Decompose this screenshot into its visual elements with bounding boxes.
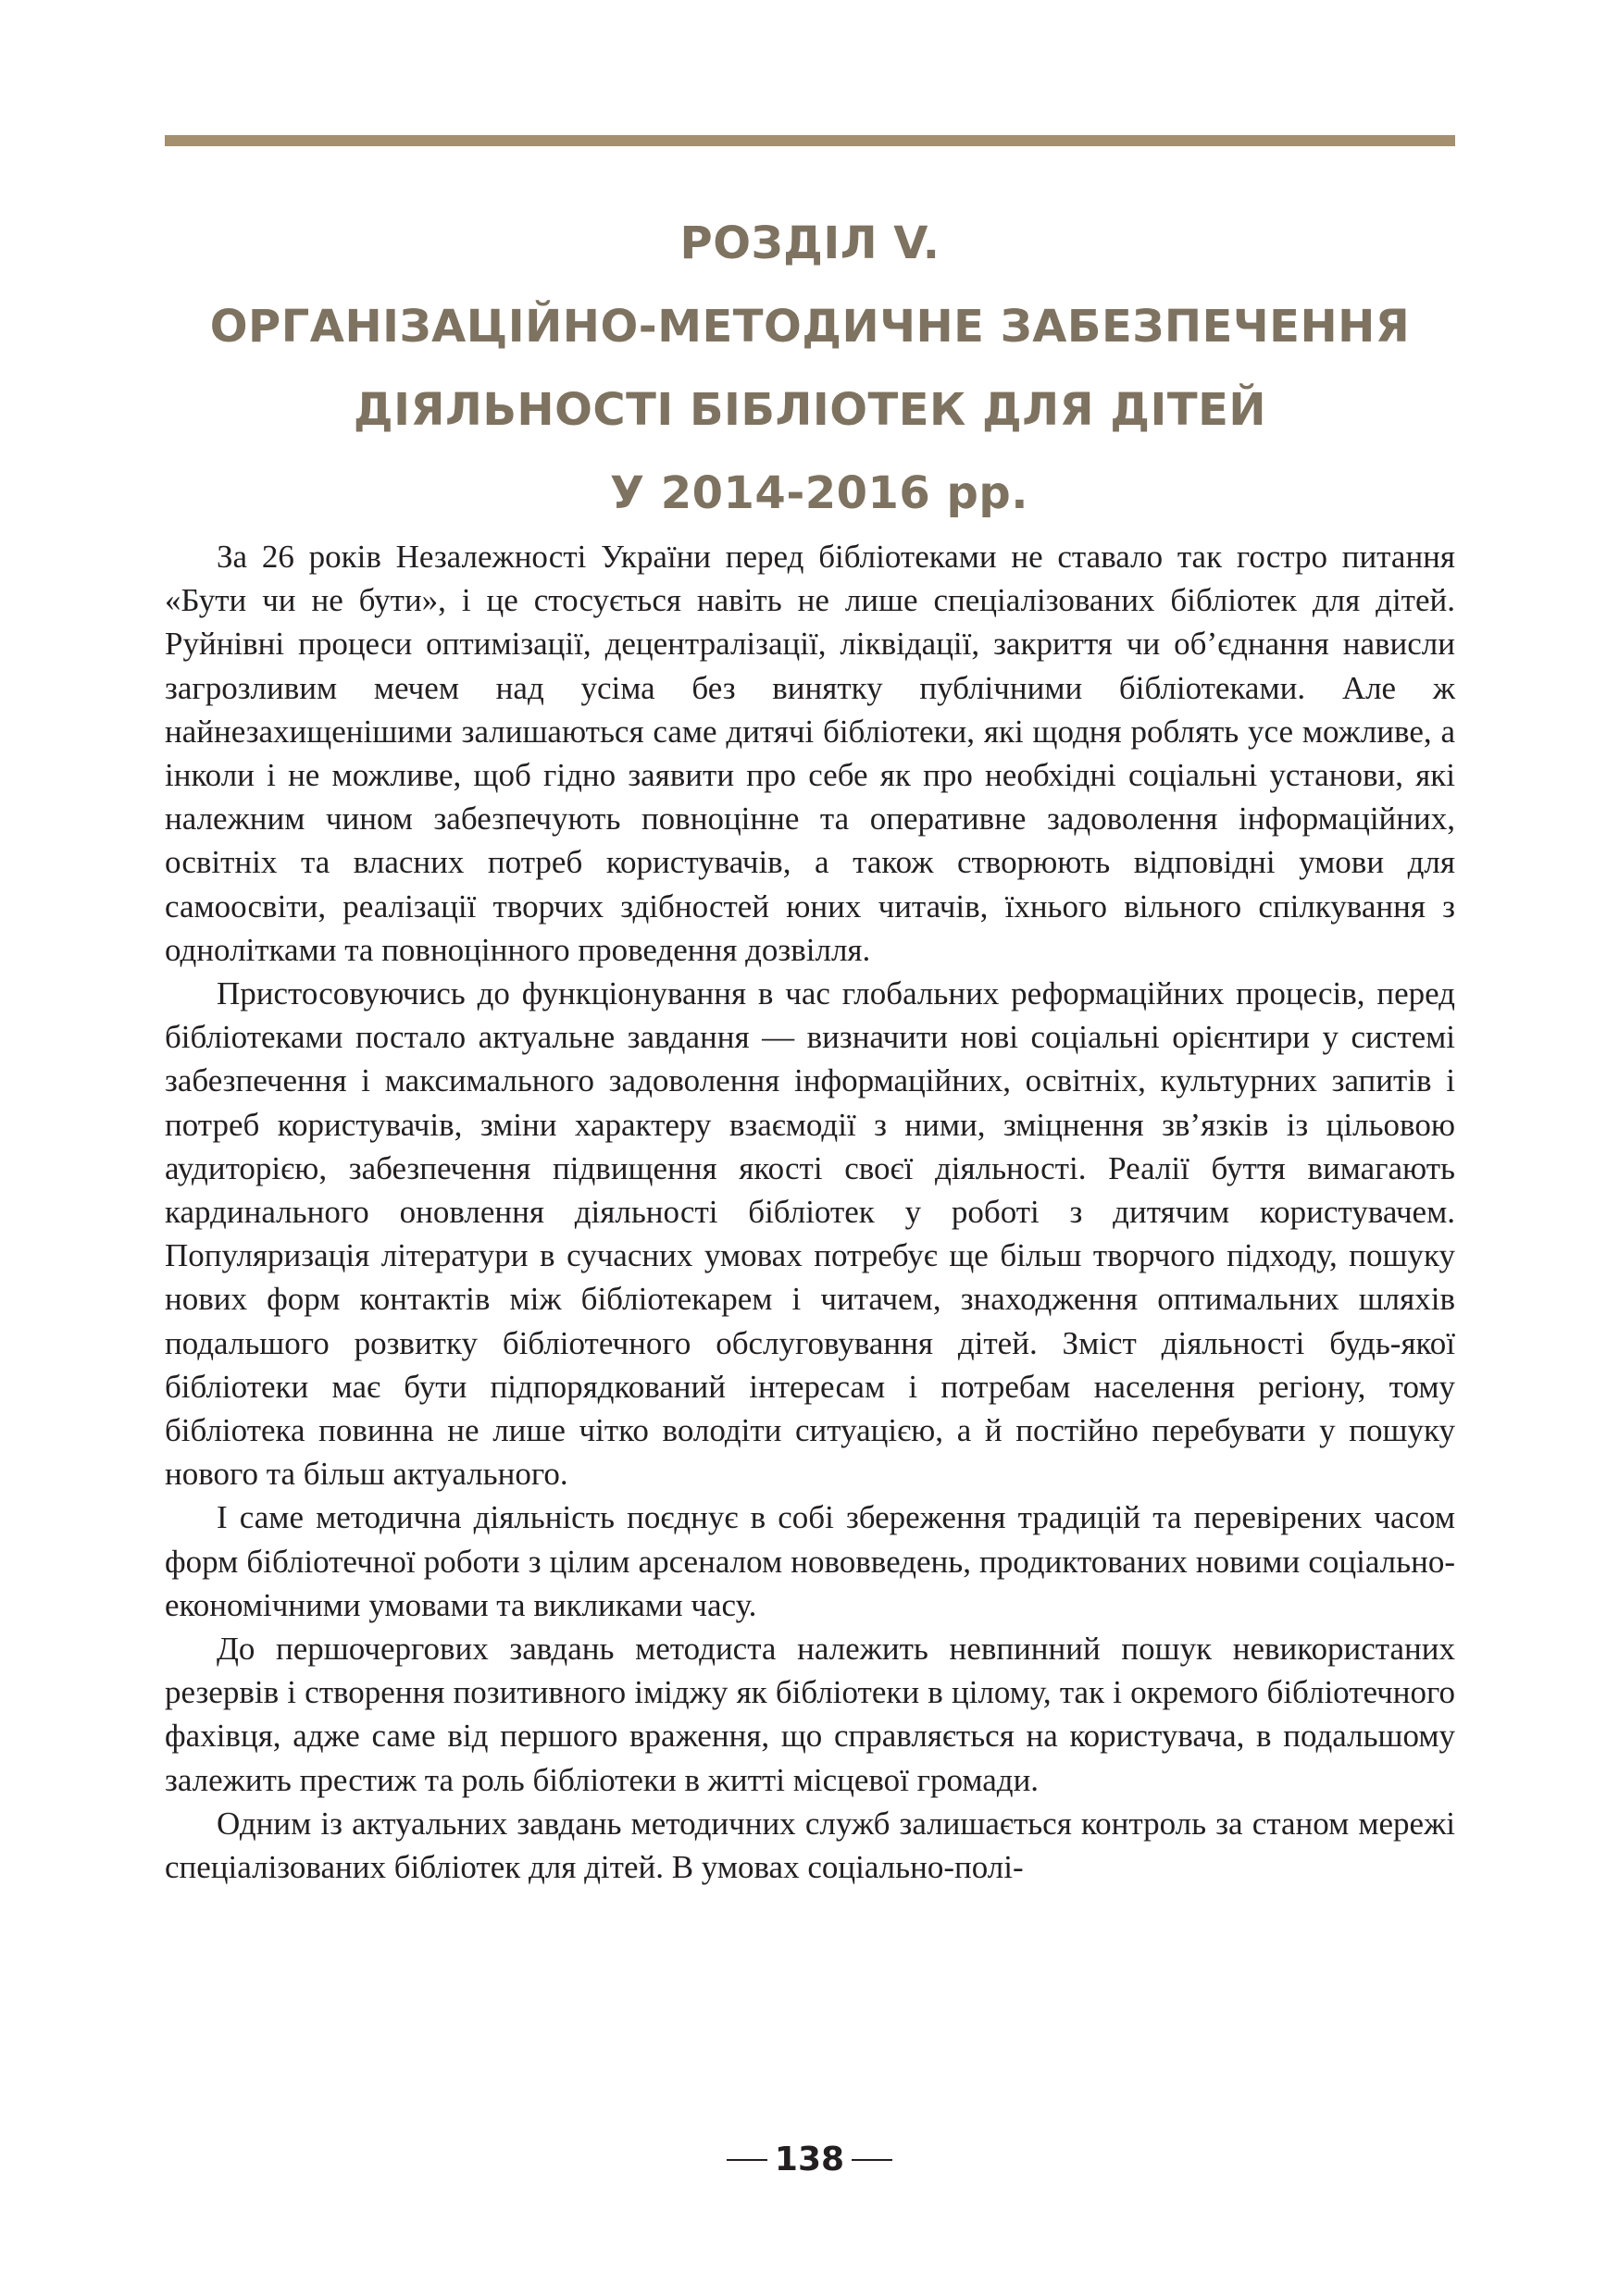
folio-dash-right xyxy=(852,2159,892,2161)
paragraph: Одним із актуальних завдань методичних служб залишається контроль за станом мережі спеціалізованих бібліотек для дітей. В умовах соціально-полі- xyxy=(165,1805,1455,1886)
chapter-heading xyxy=(165,202,1455,535)
page-number: 138 xyxy=(774,2141,845,2178)
folio-dash-left xyxy=(727,2159,767,2161)
chapter-number: РОЗДІЛ V. xyxy=(679,217,940,269)
chapter-title-line-3: У 2014-2016 рр. xyxy=(610,467,1028,519)
page-number-footer xyxy=(0,2141,1619,2178)
paragraph: За 26 років Незалежності України перед бібліотеками не ставало так гостро питання «Бути чи не бути», і це стосується навіть не лише спеціалізованих бібліотек для дітей. Руйнівні процеси оптимізації, децентралізації, ліквідації, закриття чи об’єднання нависли загрозливим мечем над усіма без винятку публічними бібліотеками. Але ж найнезахищенішими залишаються саме дитячі бібліотеки, які щодня роблять усе можливе, а інколи і не можливе, щоб гідно заявити про себе як про необхідні соціальні установи, які належним чином забезпечують повноцінне та оперативне задоволення інформаційних, освітніх та власних потреб користувачів, а також створюють відповідні умови для самоосвіти, реалізації творчих здібностей юних читачів, їхнього вільного спілкування з однолітками та повноцінного проведення дозвілля. xyxy=(165,539,1455,968)
chapter-title-line-1: ОРГАНІЗАЦІЙНО-МЕТОДИЧНЕ ЗАБЕЗПЕЧЕННЯ xyxy=(209,301,1411,353)
paragraph: І саме методична діяльність поєднує в собі збереження традицій та перевірених часом форм бібліотечної роботи з цілим арсеналом нововведень, продиктованих новими соціально-економічними умовами та викликами часу. xyxy=(165,1499,1455,1623)
chapter-title-line-2: ДІЯЛЬНОСТІ БІБЛІОТЕК ДЛЯ ДІТЕЙ xyxy=(353,384,1267,436)
paragraph: Пристосовуючись до функціонування в час глобальних реформаційних процесів, перед бібліотеками постало актуальне завдання — визначити нові соціальні орієнтири у системі забезпечення і максимального задоволення інформаційних, освітніх, культурних запитів і потреб користувачів, зміни характеру взаємодії з ними, зміцнення зв’язків із цільовою аудиторією, забезпечення підвищення якості своєї діяльності. Реалії буття вимагають кардинального оновлення діяльності бібліотек у роботі з дитячим користувачем. Популяризація літератури в сучасних умовах потребує ще більш творчого підходу, пошуку нових форм контактів між бібліотекарем і читачем, знаходження оптимальних шляхів подальшого розвитку бібліотечного обслуговування дітей. Зміст діяльності будь-якої бібліотеки має бути підпорядкований інтересам і потребам населення регіону, тому бібліотека повинна не лише чітко володіти ситуацією, а й постійно перебувати у пошуку нового та більш актуального. xyxy=(165,975,1455,1493)
body-text xyxy=(165,535,1455,1889)
paragraph: До першочергових завдань методиста належить невпинний пошук невикористаних резервів і створення позитивного іміджу як бібліотеки в цілому, так і окремого бібліотечного фахівця, адже саме від першого враження, що справляється на користувача, в подальшому залежить престиж та роль бібліотеки в житті місцевої громади. xyxy=(165,1631,1455,1798)
top-rule xyxy=(165,135,1455,146)
